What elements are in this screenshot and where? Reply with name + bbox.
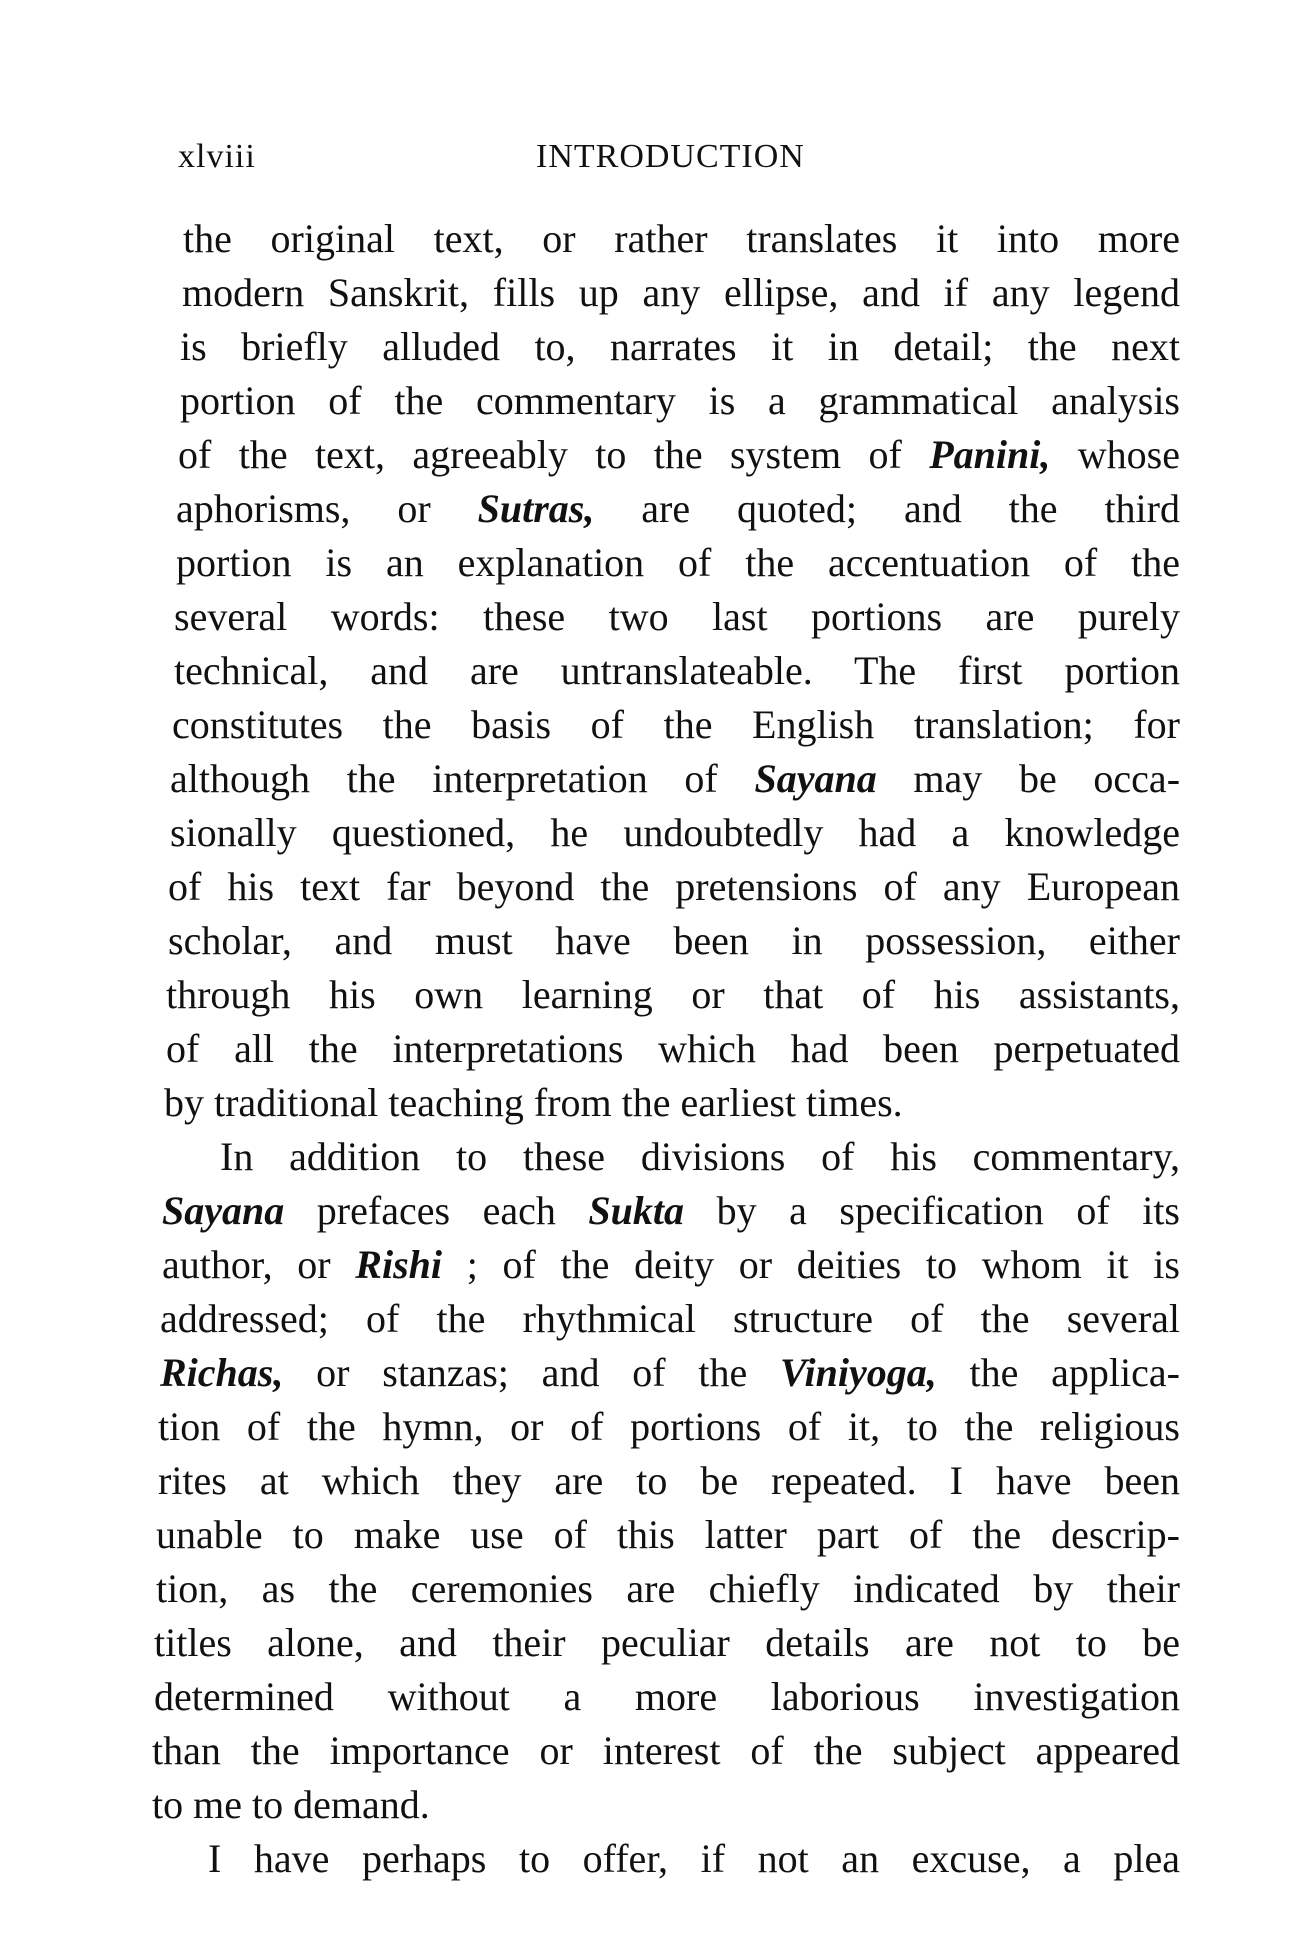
italic-term: Sayana [162, 1188, 285, 1233]
text-line [170, 806, 1180, 860]
text-run: by traditional teaching from the earliest times. [164, 1080, 903, 1125]
text-run: In addition to these divisions of his commentary, [220, 1134, 1180, 1179]
running-head [178, 138, 1178, 188]
text-line [154, 1670, 1180, 1724]
text-run: than the importance or interest of the subject appeared [152, 1728, 1180, 1773]
text-run: I have perhaps to offer, if not an excuse, a plea [208, 1836, 1180, 1881]
text-run: tion of the hymn, or of portions of it, to the religious [158, 1404, 1180, 1449]
italic-term: Panini, [929, 432, 1051, 477]
text-run: aphorisms, or [176, 486, 478, 531]
text-run: tion, as the ceremonies are chiefly indicated by their [156, 1566, 1180, 1611]
text-run: by a specification of its [684, 1188, 1181, 1233]
text-line [160, 1346, 1180, 1400]
page-number: xlviii [178, 138, 256, 175]
text-line [183, 212, 1180, 266]
text-run: through his own learning or that of his assistants, [166, 972, 1180, 1017]
text-run: ; of the deity or deities to whom it is [442, 1242, 1180, 1287]
text-run: sionally questioned, he undoubtedly had a knowledge [170, 810, 1180, 855]
italic-term: Viniyoga, [780, 1350, 937, 1395]
text-line [158, 1454, 1180, 1508]
text-line [182, 266, 1180, 320]
body-text [140, 212, 1190, 1886]
text-run: rites at which they are to be repeated. I have been [158, 1458, 1180, 1503]
italic-term: Rishi [355, 1242, 443, 1287]
text-run: portion is an explanation of the accentuation of the [176, 540, 1180, 585]
text-run: or stanzas; and of the [283, 1350, 781, 1395]
text-run: is briefly alluded to, narrates it in detail; the next [180, 324, 1180, 369]
text-run: the original text, or rather translates it into more [183, 216, 1180, 261]
text-run: are quoted; and the third [594, 486, 1180, 531]
text-line [180, 374, 1180, 428]
text-line [180, 320, 1180, 374]
text-run: of all the interpretations which had been perpetuated [166, 1026, 1180, 1071]
text-line [162, 1184, 1180, 1238]
text-run: portion of the commentary is a grammatical analysis [180, 378, 1180, 423]
text-run: determined without a more laborious investigation [154, 1674, 1180, 1719]
text-run: unable to make use of this latter part of the descrip- [156, 1512, 1180, 1557]
text-line [154, 1616, 1180, 1670]
text-line [162, 1238, 1180, 1292]
italic-term: Sayana [754, 756, 877, 801]
text-run: the applica- [936, 1350, 1180, 1395]
text-line [168, 860, 1180, 914]
text-run: several words: these two last portions are purely [174, 594, 1180, 639]
text-line [174, 644, 1180, 698]
italic-term: Sukta [588, 1188, 685, 1233]
text-line [170, 752, 1180, 806]
text-run: constitutes the basis of the English translation; for [172, 702, 1180, 747]
text-line [160, 1292, 1180, 1346]
text-line [172, 698, 1180, 752]
text-line [152, 1778, 1180, 1832]
text-line [164, 1130, 1180, 1184]
text-line [168, 914, 1180, 968]
text-line [178, 428, 1180, 482]
text-run: whose [1050, 432, 1180, 477]
text-run: titles alone, and their peculiar details are not to be [154, 1620, 1180, 1665]
text-line [166, 968, 1180, 1022]
text-run: prefaces each [284, 1188, 589, 1233]
text-run: to me to demand. [152, 1782, 430, 1827]
text-run: scholar, and must have been in possession, either [168, 918, 1180, 963]
text-run: modern Sanskrit, fills up any ellipse, and if any legend [182, 270, 1180, 315]
text-line [166, 1022, 1180, 1076]
text-line [152, 1832, 1180, 1886]
text-line [152, 1724, 1180, 1778]
italic-term: Sutras, [477, 486, 595, 531]
text-run: may be occa- [876, 756, 1181, 801]
text-line [156, 1562, 1180, 1616]
text-run: of his text far beyond the pretensions of any European [168, 864, 1180, 909]
text-run: although the interpretation of [170, 756, 755, 801]
text-line [164, 1076, 1180, 1130]
text-line [156, 1508, 1180, 1562]
text-run: of the text, agreeably to the system of [178, 432, 930, 477]
text-run: addressed; of the rhythmical structure of the several [160, 1296, 1180, 1341]
text-line [176, 536, 1180, 590]
running-title: INTRODUCTION [536, 138, 805, 175]
text-run: technical, and are untranslateable. The first portion [174, 648, 1180, 693]
text-run: author, or [162, 1242, 356, 1287]
text-line [174, 590, 1180, 644]
italic-term: Richas, [160, 1350, 284, 1395]
text-line [176, 482, 1180, 536]
text-line [158, 1400, 1180, 1454]
